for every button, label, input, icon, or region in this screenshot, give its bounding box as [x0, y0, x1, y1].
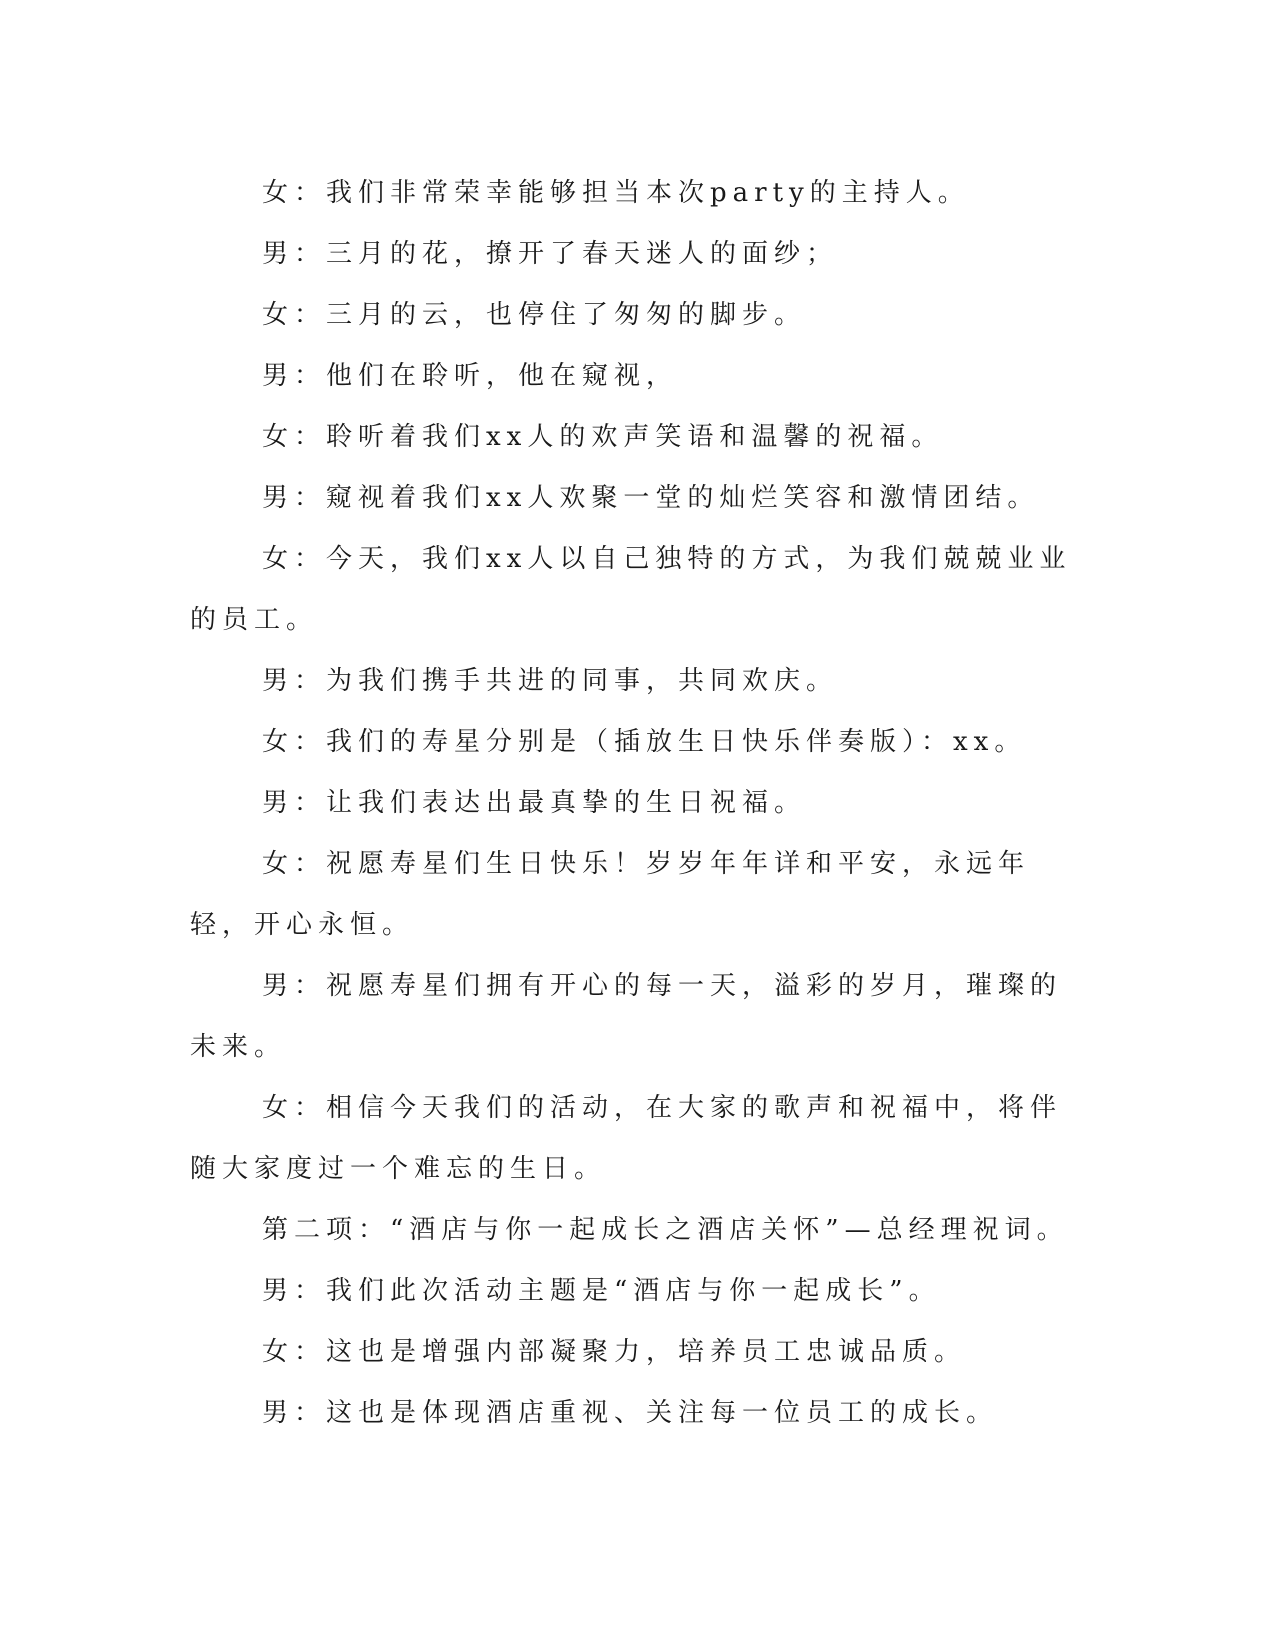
- paragraph: 女：这也是增强内部凝聚力，培养员工忠诚品质。: [262, 1337, 967, 1367]
- paragraph: 男：祝愿寿星们拥有开心的每一天，溢彩的岁月，璀璨的未来。: [190, 971, 1063, 1062]
- paragraph: 女：三月的云，也停住了匆匆的脚步。: [262, 300, 807, 330]
- document-body: [190, 163, 1075, 1444]
- paragraph: 女：聆听着我们xx人的欢声笑语和温馨的祝福。: [262, 422, 944, 452]
- paragraph: 男：三月的花，撩开了春天迷人的面纱；: [262, 239, 839, 269]
- paragraph: 女：相信今天我们的活动，在大家的歌声和祝福中，将伴随大家度过一个难忘的生日。: [190, 1093, 1063, 1184]
- paragraph: 女：祝愿寿星们生日快乐！岁岁年年详和平安，永远年轻，开心永恒。: [190, 849, 1031, 940]
- paragraph: 男：我们此次活动主题是“酒店与你一起成长”。: [262, 1276, 941, 1306]
- paragraph: 第二项：“酒店与你一起成长之酒店关怀”—总经理祝词。: [262, 1215, 1069, 1245]
- paragraph: 男：这也是体现酒店重视、关注每一位员工的成长。: [262, 1398, 999, 1428]
- paragraph: 男：让我们表达出最真挚的生日祝福。: [262, 788, 807, 818]
- paragraph: 女：我们的寿星分别是（插放生日快乐伴奏版）：xx。: [262, 727, 1027, 757]
- paragraph: 女：我们非常荣幸能够担当本次party的主持人。: [262, 178, 970, 208]
- paragraph: 男：窥视着我们xx人欢聚一堂的灿烂笑容和激情团结。: [262, 483, 1040, 513]
- paragraph: 女：今天，我们xx人以自己独特的方式，为我们兢兢业业的员工。: [190, 544, 1072, 635]
- paragraph: 男：他们在聆听，他在窥视，: [262, 361, 679, 391]
- paragraph: 男：为我们携手共进的同事，共同欢庆。: [262, 666, 839, 696]
